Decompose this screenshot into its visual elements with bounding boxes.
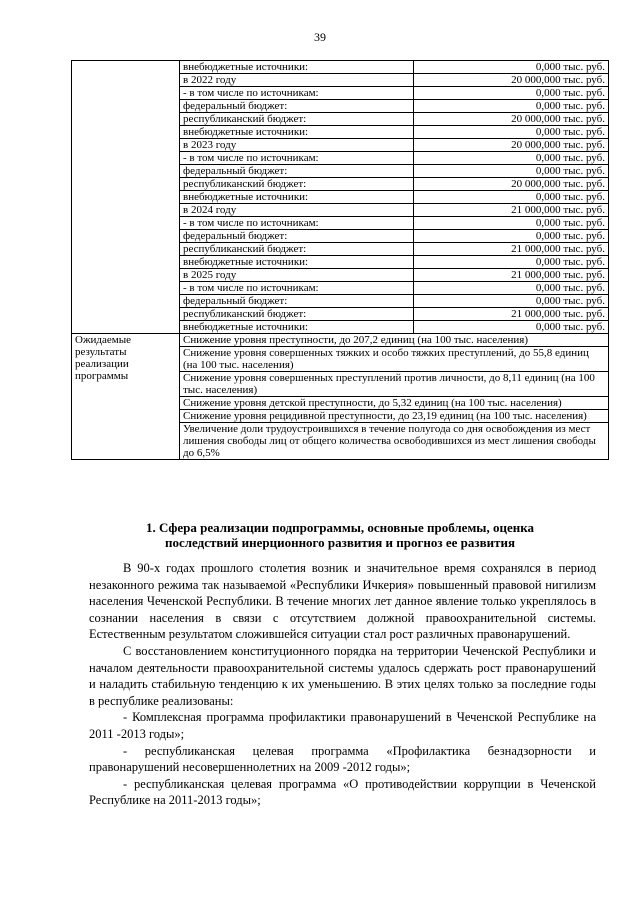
funding-item: в 2022 году [180,74,414,87]
page-number: 39 [314,30,326,44]
funding-value: 0,000 тыс. руб. [414,230,609,243]
funding-item: в 2025 году [180,269,414,282]
funding-value: 20 000,000 тыс. руб. [414,178,609,191]
funding-value: 0,000 тыс. руб. [414,282,609,295]
paragraph-intro: В 90-х годах прошлого столетия возник и значительное время сохранялся в период незаконного режима так называемой «Республики Ичкерия» повышенный правовой нигилизм населения Чеченской Республики. В течение многих лет данное явление только укреплялось в сознании населения в связи с отсутствием должной правоохранительной системы. Естественным результатом сложившейся ситуации стал рост различных правонарушений. [89,561,596,642]
expected-result-row [72,334,609,347]
funding-item: республиканский бюджет: [180,178,414,191]
paragraph-restoration: С восстановлением конституционного порядка на территории Чеченской Республики и началом деятельности правоохранительной системы удалось сдержать рост правонарушений и наладить стабильную тенденцию к их уменьшению. В этих целях только за последние годы в республике реализованы: [89,643,596,708]
funding-value: 0,000 тыс. руб. [414,61,609,74]
funding-item: - в том числе по источникам: [180,152,414,165]
section-title [71,520,609,550]
funding-table-body [72,61,609,460]
funding-item: внебюджетные источники: [180,191,414,204]
funding-value: 20 000,000 тыс. руб. [414,139,609,152]
list-item: - республиканская целевая программа «Профилактика безнадзорности и правонарушений несовершеннолетних на 2009 -2012 годы»; [89,743,596,775]
funding-item: внебюджетные источники: [180,256,414,269]
funding-label-cell [72,61,180,334]
funding-item: внебюджетные источники: [180,61,414,74]
funding-value: 0,000 тыс. руб. [414,165,609,178]
funding-item: федеральный бюджет: [180,100,414,113]
funding-item: внебюджетные источники: [180,321,414,334]
expected-result: Снижение уровня детской преступности, до 5,32 единиц (на 100 тыс. населения) [180,397,609,410]
funding-value: 21 000,000 тыс. руб. [414,269,609,282]
funding-value: 21 000,000 тыс. руб. [414,204,609,217]
funding-value: 0,000 тыс. руб. [414,321,609,334]
funding-item: республиканский бюджет: [180,243,414,256]
funding-item: республиканский бюджет: [180,113,414,126]
expected-result: Снижение уровня рецидивной преступности, до 23,19 единиц (на 100 тыс. населения) [180,410,609,423]
funding-value: 0,000 тыс. руб. [414,100,609,113]
funding-value: 20 000,000 тыс. руб. [414,74,609,87]
funding-item: в 2023 году [180,139,414,152]
funding-item: - в том числе по источникам: [180,282,414,295]
funding-value: 0,000 тыс. руб. [414,126,609,139]
funding-item: федеральный бюджет: [180,230,414,243]
section-title-line2: последствий инерционного развития и прогноз ее развития [164,535,516,550]
list-item: - республиканская целевая программа «О противодействии коррупции в Чеченской Республике на 2011-2013 годы»; [89,776,596,808]
body-text [89,560,596,809]
funding-value: 0,000 тыс. руб. [414,191,609,204]
funding-item: федеральный бюджет: [180,295,414,308]
funding-value: 20 000,000 тыс. руб. [414,113,609,126]
funding-value: 0,000 тыс. руб. [414,87,609,100]
funding-value: 0,000 тыс. руб. [414,295,609,308]
funding-item: - в том числе по источникам: [180,87,414,100]
expected-result: Увеличение доли трудоустроившихся в течение полугода со дня освобождения из мест лишения свободы лиц от общего количества освободившихся из мест лишения свободы до 6,5% [180,423,609,460]
expected-result: Снижение уровня совершенных преступлений против личности, до 8,11 единиц (на 100 тыс. населения) [180,372,609,397]
section-title-line1: 1. Сфера реализации подпрограммы, основные проблемы, оценка [145,520,534,535]
funding-item: в 2024 году [180,204,414,217]
funding-value: 21 000,000 тыс. руб. [414,243,609,256]
expected-result: Снижение уровня совершенных тяжких и особо тяжких преступлений, до 55,8 единиц (на 100 тыс. населения) [180,347,609,372]
funding-value: 21 000,000 тыс. руб. [414,308,609,321]
funding-value: 0,000 тыс. руб. [414,152,609,165]
expected-result: Снижение уровня преступности, до 207,2 единиц (на 100 тыс. населения) [180,334,609,347]
expected-results-label: Ожидаемые результаты реализации программы [72,334,180,460]
funding-value: 0,000 тыс. руб. [414,217,609,230]
funding-item: - в том числе по источникам: [180,217,414,230]
funding-item: республиканский бюджет: [180,308,414,321]
funding-table [71,60,609,460]
funding-row [72,61,609,74]
funding-item: федеральный бюджет: [180,165,414,178]
funding-item: внебюджетные источники: [180,126,414,139]
funding-value: 0,000 тыс. руб. [414,256,609,269]
list-item: - Комплексная программа профилактики правонарушений в Чеченской Республике на 2011 -2013 годы»; [89,710,596,741]
